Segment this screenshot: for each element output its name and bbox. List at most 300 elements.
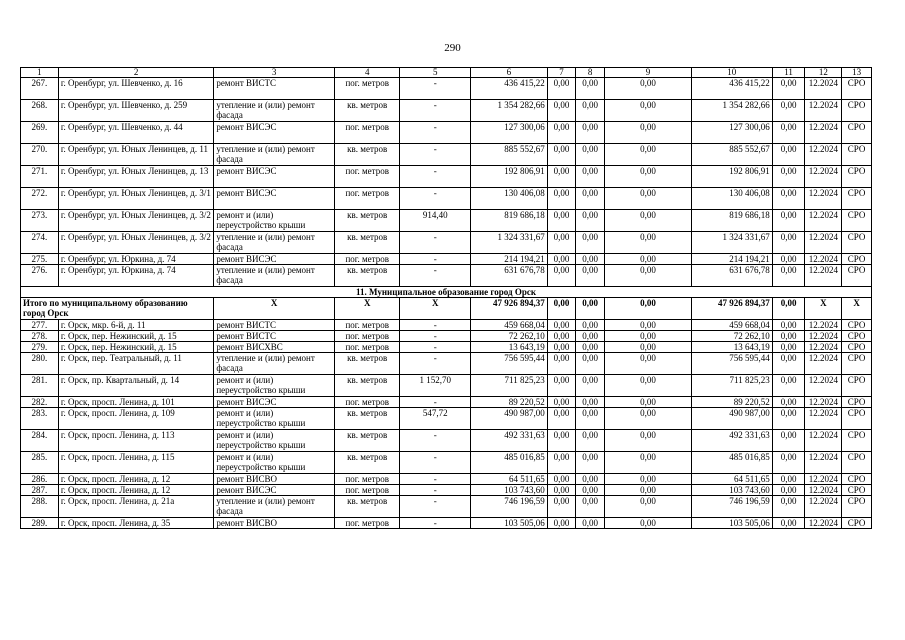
cell-completion-date: 12.2024	[805, 122, 842, 144]
cell-budget-subject: 0,00	[576, 474, 605, 485]
table-row	[21, 144, 872, 166]
cell-fund-support: 0,00	[547, 78, 576, 100]
cell-row-number: 288.	[21, 496, 59, 518]
table-row	[21, 78, 872, 100]
cell-fund-support: 0,00	[547, 353, 576, 375]
cell-address: г. Орск, пер. Нежинский, д. 15	[58, 342, 213, 353]
table-row	[21, 452, 872, 474]
cell-owners-funds: 103 505,06	[691, 518, 772, 529]
cell-other-funds: 0,00	[772, 353, 805, 375]
cell-other-funds: 0,00	[772, 485, 805, 496]
cell-budget-subject: 0,00	[576, 320, 605, 331]
table-row	[21, 254, 872, 265]
column-number-row	[21, 68, 872, 78]
total-cell: X	[335, 298, 400, 320]
cell-completion-date: 12.2024	[805, 188, 842, 210]
cell-work-type: утепление и (или) ремонт фасада	[214, 496, 335, 518]
cell-fund-support: 0,00	[547, 342, 576, 353]
cell-fund-support: 0,00	[547, 144, 576, 166]
cell-unit: кв. метров	[335, 452, 400, 474]
cell-owners-funds: 631 676,78	[691, 265, 772, 287]
cell-total-cost: 64 511,65	[471, 474, 548, 485]
cell-address: г. Оренбург, ул. Шевченко, д. 259	[58, 100, 213, 122]
cell-row-number: 275.	[21, 254, 59, 265]
cell-budget-subject: 0,00	[576, 485, 605, 496]
cell-work-type: ремонт ВИСЭС	[214, 397, 335, 408]
cell-owners-funds: 885 552,67	[691, 144, 772, 166]
cell-owners-funds: 459 668,04	[691, 320, 772, 331]
cell-completion-date: 12.2024	[805, 320, 842, 331]
cell-owners-funds: 711 825,23	[691, 375, 772, 397]
cell-work-type: ремонт ВИСТС	[214, 78, 335, 100]
cell-volume: -	[400, 265, 471, 287]
cell-work-type: ремонт ВИСТС	[214, 320, 335, 331]
cell-completion-date: 12.2024	[805, 100, 842, 122]
cell-budget-subject: 0,00	[576, 188, 605, 210]
table-row	[21, 342, 872, 353]
table-row	[21, 353, 872, 375]
table-row	[21, 166, 872, 188]
cell-other-funds: 0,00	[772, 397, 805, 408]
cell-row-number: 274.	[21, 232, 59, 254]
cell-budget-subject: 0,00	[576, 254, 605, 265]
cell-method: СРО	[842, 232, 872, 254]
table-row	[21, 474, 872, 485]
capital-repair-table	[20, 67, 872, 529]
cell-row-number: 278.	[21, 331, 59, 342]
cell-other-funds: 0,00	[772, 188, 805, 210]
cell-total-cost: 485 016,85	[471, 452, 548, 474]
cell-method: СРО	[842, 320, 872, 331]
column-number-cell: 4	[335, 68, 400, 78]
cell-work-type: ремонт ВИСВО	[214, 518, 335, 529]
cell-total-cost: 631 676,78	[471, 265, 548, 287]
cell-method: СРО	[842, 210, 872, 232]
cell-budget-subject: 0,00	[576, 265, 605, 287]
cell-unit: кв. метров	[335, 496, 400, 518]
table-row	[21, 320, 872, 331]
cell-method: СРО	[842, 353, 872, 375]
cell-unit: кв. метров	[335, 408, 400, 430]
cell-owners-funds: 490 987,00	[691, 408, 772, 430]
cell-budget-local: 0,00	[604, 232, 691, 254]
cell-volume: -	[400, 188, 471, 210]
cell-address: г. Орск, пр. Квартальный, д. 14	[58, 375, 213, 397]
cell-fund-support: 0,00	[547, 375, 576, 397]
cell-method: СРО	[842, 254, 872, 265]
cell-unit: пог. метров	[335, 397, 400, 408]
cell-total-cost: 103 743,60	[471, 485, 548, 496]
cell-row-number: 277.	[21, 320, 59, 331]
cell-completion-date: 12.2024	[805, 342, 842, 353]
total-label: Итого по муниципальному образованию город Орск	[21, 298, 214, 320]
cell-total-cost: 819 686,18	[471, 210, 548, 232]
cell-volume: -	[400, 485, 471, 496]
cell-unit: пог. метров	[335, 518, 400, 529]
cell-volume: -	[400, 518, 471, 529]
cell-completion-date: 12.2024	[805, 518, 842, 529]
cell-budget-subject: 0,00	[576, 331, 605, 342]
column-number-cell: 7	[547, 68, 576, 78]
cell-other-funds: 0,00	[772, 210, 805, 232]
cell-completion-date: 12.2024	[805, 353, 842, 375]
cell-total-cost: 89 220,52	[471, 397, 548, 408]
cell-fund-support: 0,00	[547, 496, 576, 518]
cell-fund-support: 0,00	[547, 474, 576, 485]
cell-fund-support: 0,00	[547, 210, 576, 232]
table-row	[21, 122, 872, 144]
total-cell: X	[400, 298, 471, 320]
cell-total-cost: 459 668,04	[471, 320, 548, 331]
cell-budget-subject: 0,00	[576, 232, 605, 254]
cell-budget-subject: 0,00	[576, 353, 605, 375]
cell-method: СРО	[842, 408, 872, 430]
cell-owners-funds: 485 016,85	[691, 452, 772, 474]
cell-row-number: 273.	[21, 210, 59, 232]
cell-row-number: 270.	[21, 144, 59, 166]
cell-row-number: 279.	[21, 342, 59, 353]
cell-budget-local: 0,00	[604, 375, 691, 397]
cell-method: СРО	[842, 188, 872, 210]
cell-other-funds: 0,00	[772, 342, 805, 353]
section-row	[21, 287, 872, 298]
table-row	[21, 210, 872, 232]
table-row	[21, 188, 872, 210]
table-row	[21, 100, 872, 122]
column-number-cell: 12	[805, 68, 842, 78]
cell-owners-funds: 89 220,52	[691, 397, 772, 408]
table-row	[21, 485, 872, 496]
cell-completion-date: 12.2024	[805, 485, 842, 496]
cell-work-type: ремонт и (или) переустройство крыши	[214, 452, 335, 474]
cell-other-funds: 0,00	[772, 232, 805, 254]
cell-fund-support: 0,00	[547, 166, 576, 188]
cell-work-type: ремонт и (или) переустройство крыши	[214, 430, 335, 452]
cell-method: СРО	[842, 518, 872, 529]
cell-method: СРО	[842, 452, 872, 474]
cell-completion-date: 12.2024	[805, 210, 842, 232]
cell-total-cost: 885 552,67	[471, 144, 548, 166]
cell-volume: -	[400, 166, 471, 188]
cell-volume: -	[400, 496, 471, 518]
cell-volume: -	[400, 232, 471, 254]
cell-fund-support: 0,00	[547, 265, 576, 287]
cell-work-type: утепление и (или) ремонт фасада	[214, 100, 335, 122]
cell-other-funds: 0,00	[772, 265, 805, 287]
cell-unit: кв. метров	[335, 232, 400, 254]
table-row	[21, 496, 872, 518]
column-number-cell: 2	[58, 68, 213, 78]
total-cell: 0,00	[576, 298, 605, 320]
cell-budget-local: 0,00	[604, 320, 691, 331]
cell-owners-funds: 746 196,59	[691, 496, 772, 518]
cell-owners-funds: 192 806,91	[691, 166, 772, 188]
table-row	[21, 331, 872, 342]
table-row	[21, 375, 872, 397]
cell-completion-date: 12.2024	[805, 78, 842, 100]
total-cell: 0,00	[604, 298, 691, 320]
cell-address: г. Орск, просп. Ленина, д. 101	[58, 397, 213, 408]
cell-total-cost: 756 595,44	[471, 353, 548, 375]
table-row	[21, 265, 872, 287]
cell-unit: кв. метров	[335, 353, 400, 375]
cell-completion-date: 12.2024	[805, 166, 842, 188]
total-cell: 0,00	[772, 298, 805, 320]
cell-work-type: ремонт и (или) переустройство крыши	[214, 210, 335, 232]
cell-row-number: 272.	[21, 188, 59, 210]
cell-budget-subject: 0,00	[576, 122, 605, 144]
cell-volume: -	[400, 397, 471, 408]
cell-other-funds: 0,00	[772, 122, 805, 144]
cell-budget-local: 0,00	[604, 342, 691, 353]
cell-budget-subject: 0,00	[576, 375, 605, 397]
cell-unit: пог. метров	[335, 78, 400, 100]
cell-work-type: ремонт и (или) переустройство крыши	[214, 375, 335, 397]
cell-completion-date: 12.2024	[805, 474, 842, 485]
total-cell: X	[805, 298, 842, 320]
cell-fund-support: 0,00	[547, 408, 576, 430]
cell-volume: -	[400, 342, 471, 353]
column-number-cell: 5	[400, 68, 471, 78]
column-number-cell: 3	[214, 68, 335, 78]
cell-volume: -	[400, 320, 471, 331]
column-number-cell: 6	[471, 68, 548, 78]
cell-method: СРО	[842, 474, 872, 485]
cell-fund-support: 0,00	[547, 320, 576, 331]
cell-work-type: ремонт ВИСХВС	[214, 342, 335, 353]
cell-work-type: утепление и (или) ремонт фасада	[214, 265, 335, 287]
cell-row-number: 269.	[21, 122, 59, 144]
cell-other-funds: 0,00	[772, 254, 805, 265]
cell-total-cost: 214 194,21	[471, 254, 548, 265]
cell-address: г. Орск, просп. Ленина, д. 12	[58, 474, 213, 485]
cell-budget-subject: 0,00	[576, 100, 605, 122]
cell-fund-support: 0,00	[547, 254, 576, 265]
cell-fund-support: 0,00	[547, 232, 576, 254]
cell-row-number: 267.	[21, 78, 59, 100]
cell-unit: пог. метров	[335, 320, 400, 331]
cell-work-type: ремонт ВИСЭС	[214, 188, 335, 210]
cell-owners-funds: 127 300,06	[691, 122, 772, 144]
cell-completion-date: 12.2024	[805, 375, 842, 397]
cell-unit: пог. метров	[335, 342, 400, 353]
cell-owners-funds: 756 595,44	[691, 353, 772, 375]
cell-budget-subject: 0,00	[576, 166, 605, 188]
cell-total-cost: 103 505,06	[471, 518, 548, 529]
cell-method: СРО	[842, 122, 872, 144]
cell-fund-support: 0,00	[547, 397, 576, 408]
cell-method: СРО	[842, 100, 872, 122]
cell-total-cost: 192 806,91	[471, 166, 548, 188]
column-number-cell: 10	[691, 68, 772, 78]
cell-total-cost: 492 331,63	[471, 430, 548, 452]
cell-completion-date: 12.2024	[805, 254, 842, 265]
cell-address: г. Орск, просп. Ленина, д. 109	[58, 408, 213, 430]
table-row	[21, 518, 872, 529]
table-row	[21, 408, 872, 430]
cell-unit: пог. метров	[335, 331, 400, 342]
cell-work-type: утепление и (или) ремонт фасада	[214, 144, 335, 166]
cell-fund-support: 0,00	[547, 100, 576, 122]
cell-volume: -	[400, 100, 471, 122]
cell-other-funds: 0,00	[772, 100, 805, 122]
cell-unit: пог. метров	[335, 474, 400, 485]
cell-budget-local: 0,00	[604, 166, 691, 188]
cell-address: г. Орск, просп. Ленина, д. 21а	[58, 496, 213, 518]
cell-total-cost: 711 825,23	[471, 375, 548, 397]
page-number: 290	[444, 42, 461, 54]
cell-budget-subject: 0,00	[576, 452, 605, 474]
cell-volume: 1 152,70	[400, 375, 471, 397]
cell-completion-date: 12.2024	[805, 331, 842, 342]
cell-row-number: 271.	[21, 166, 59, 188]
cell-unit: пог. метров	[335, 122, 400, 144]
cell-other-funds: 0,00	[772, 320, 805, 331]
cell-address: г. Оренбург, ул. Шевченко, д. 16	[58, 78, 213, 100]
cell-volume: -	[400, 430, 471, 452]
cell-address: г. Орск, мкр. 6-й, д. 11	[58, 320, 213, 331]
cell-volume: -	[400, 452, 471, 474]
cell-owners-funds: 1 324 331,67	[691, 232, 772, 254]
cell-fund-support: 0,00	[547, 452, 576, 474]
cell-row-number: 286.	[21, 474, 59, 485]
column-number-cell: 13	[842, 68, 872, 78]
column-number-cell: 11	[772, 68, 805, 78]
total-cell: X	[214, 298, 335, 320]
table-row	[21, 232, 872, 254]
cell-budget-local: 0,00	[604, 331, 691, 342]
cell-budget-local: 0,00	[604, 265, 691, 287]
total-cell: X	[842, 298, 872, 320]
cell-row-number: 276.	[21, 265, 59, 287]
cell-owners-funds: 13 643,19	[691, 342, 772, 353]
cell-address: г. Оренбург, ул. Юркина, д. 74	[58, 254, 213, 265]
column-number-cell: 8	[576, 68, 605, 78]
cell-budget-subject: 0,00	[576, 408, 605, 430]
cell-method: СРО	[842, 496, 872, 518]
column-number-cell: 9	[604, 68, 691, 78]
cell-total-cost: 127 300,06	[471, 122, 548, 144]
cell-row-number: 282.	[21, 397, 59, 408]
cell-budget-local: 0,00	[604, 430, 691, 452]
cell-method: СРО	[842, 265, 872, 287]
cell-budget-local: 0,00	[604, 210, 691, 232]
cell-owners-funds: 72 262,10	[691, 331, 772, 342]
cell-method: СРО	[842, 397, 872, 408]
cell-owners-funds: 436 415,22	[691, 78, 772, 100]
cell-work-type: ремонт ВИСЭС	[214, 122, 335, 144]
cell-volume: -	[400, 353, 471, 375]
cell-completion-date: 12.2024	[805, 232, 842, 254]
cell-budget-local: 0,00	[604, 474, 691, 485]
column-number-cell: 1	[21, 68, 59, 78]
cell-budget-subject: 0,00	[576, 430, 605, 452]
cell-unit: пог. метров	[335, 188, 400, 210]
cell-row-number: 268.	[21, 100, 59, 122]
cell-completion-date: 12.2024	[805, 265, 842, 287]
cell-other-funds: 0,00	[772, 430, 805, 452]
cell-budget-local: 0,00	[604, 485, 691, 496]
cell-fund-support: 0,00	[547, 188, 576, 210]
cell-method: СРО	[842, 166, 872, 188]
cell-other-funds: 0,00	[772, 375, 805, 397]
cell-owners-funds: 64 511,65	[691, 474, 772, 485]
cell-budget-subject: 0,00	[576, 210, 605, 232]
cell-total-cost: 13 643,19	[471, 342, 548, 353]
cell-other-funds: 0,00	[772, 474, 805, 485]
cell-budget-local: 0,00	[604, 518, 691, 529]
cell-other-funds: 0,00	[772, 144, 805, 166]
cell-volume: -	[400, 122, 471, 144]
cell-fund-support: 0,00	[547, 518, 576, 529]
cell-address: г. Оренбург, ул. Юных Ленинцев, д. 3/2	[58, 210, 213, 232]
cell-fund-support: 0,00	[547, 122, 576, 144]
cell-address: г. Орск, просп. Ленина, д. 113	[58, 430, 213, 452]
total-cell: 0,00	[547, 298, 576, 320]
cell-row-number: 283.	[21, 408, 59, 430]
cell-owners-funds: 492 331,63	[691, 430, 772, 452]
cell-method: СРО	[842, 375, 872, 397]
cell-total-cost: 1 354 282,66	[471, 100, 548, 122]
cell-other-funds: 0,00	[772, 331, 805, 342]
cell-budget-local: 0,00	[604, 496, 691, 518]
cell-unit: кв. метров	[335, 100, 400, 122]
cell-owners-funds: 130 406,08	[691, 188, 772, 210]
table-row	[21, 430, 872, 452]
cell-completion-date: 12.2024	[805, 144, 842, 166]
cell-budget-local: 0,00	[604, 100, 691, 122]
cell-fund-support: 0,00	[547, 485, 576, 496]
cell-budget-subject: 0,00	[576, 144, 605, 166]
cell-work-type: утепление и (или) ремонт фасада	[214, 232, 335, 254]
cell-address: г. Орск, просп. Ленина, д. 35	[58, 518, 213, 529]
cell-address: г. Оренбург, ул. Юных Ленинцев, д. 3/1	[58, 188, 213, 210]
cell-budget-local: 0,00	[604, 452, 691, 474]
cell-row-number: 289.	[21, 518, 59, 529]
cell-address: г. Оренбург, ул. Шевченко, д. 44	[58, 122, 213, 144]
cell-budget-local: 0,00	[604, 353, 691, 375]
cell-owners-funds: 819 686,18	[691, 210, 772, 232]
cell-other-funds: 0,00	[772, 452, 805, 474]
cell-address: г. Орск, просп. Ленина, д. 115	[58, 452, 213, 474]
total-cell: 47 926 894,37	[471, 298, 548, 320]
cell-work-type: ремонт и (или) переустройство крыши	[214, 408, 335, 430]
cell-total-cost: 746 196,59	[471, 496, 548, 518]
cell-row-number: 284.	[21, 430, 59, 452]
cell-unit: кв. метров	[335, 210, 400, 232]
cell-method: СРО	[842, 430, 872, 452]
cell-unit: пог. метров	[335, 166, 400, 188]
cell-method: СРО	[842, 78, 872, 100]
cell-budget-subject: 0,00	[576, 78, 605, 100]
cell-method: СРО	[842, 144, 872, 166]
cell-volume: -	[400, 331, 471, 342]
cell-owners-funds: 214 194,21	[691, 254, 772, 265]
cell-address: г. Орск, просп. Ленина, д. 12	[58, 485, 213, 496]
cell-address: г. Орск, пер. Театральный, д. 11	[58, 353, 213, 375]
cell-completion-date: 12.2024	[805, 408, 842, 430]
cell-work-type: утепление и (или) ремонт фасада	[214, 353, 335, 375]
cell-other-funds: 0,00	[772, 166, 805, 188]
table-row	[21, 397, 872, 408]
cell-budget-local: 0,00	[604, 188, 691, 210]
cell-work-type: ремонт ВИСЭС	[214, 485, 335, 496]
cell-budget-local: 0,00	[604, 78, 691, 100]
cell-total-cost: 490 987,00	[471, 408, 548, 430]
cell-unit: кв. метров	[335, 430, 400, 452]
cell-other-funds: 0,00	[772, 78, 805, 100]
cell-work-type: ремонт ВИСЭС	[214, 254, 335, 265]
